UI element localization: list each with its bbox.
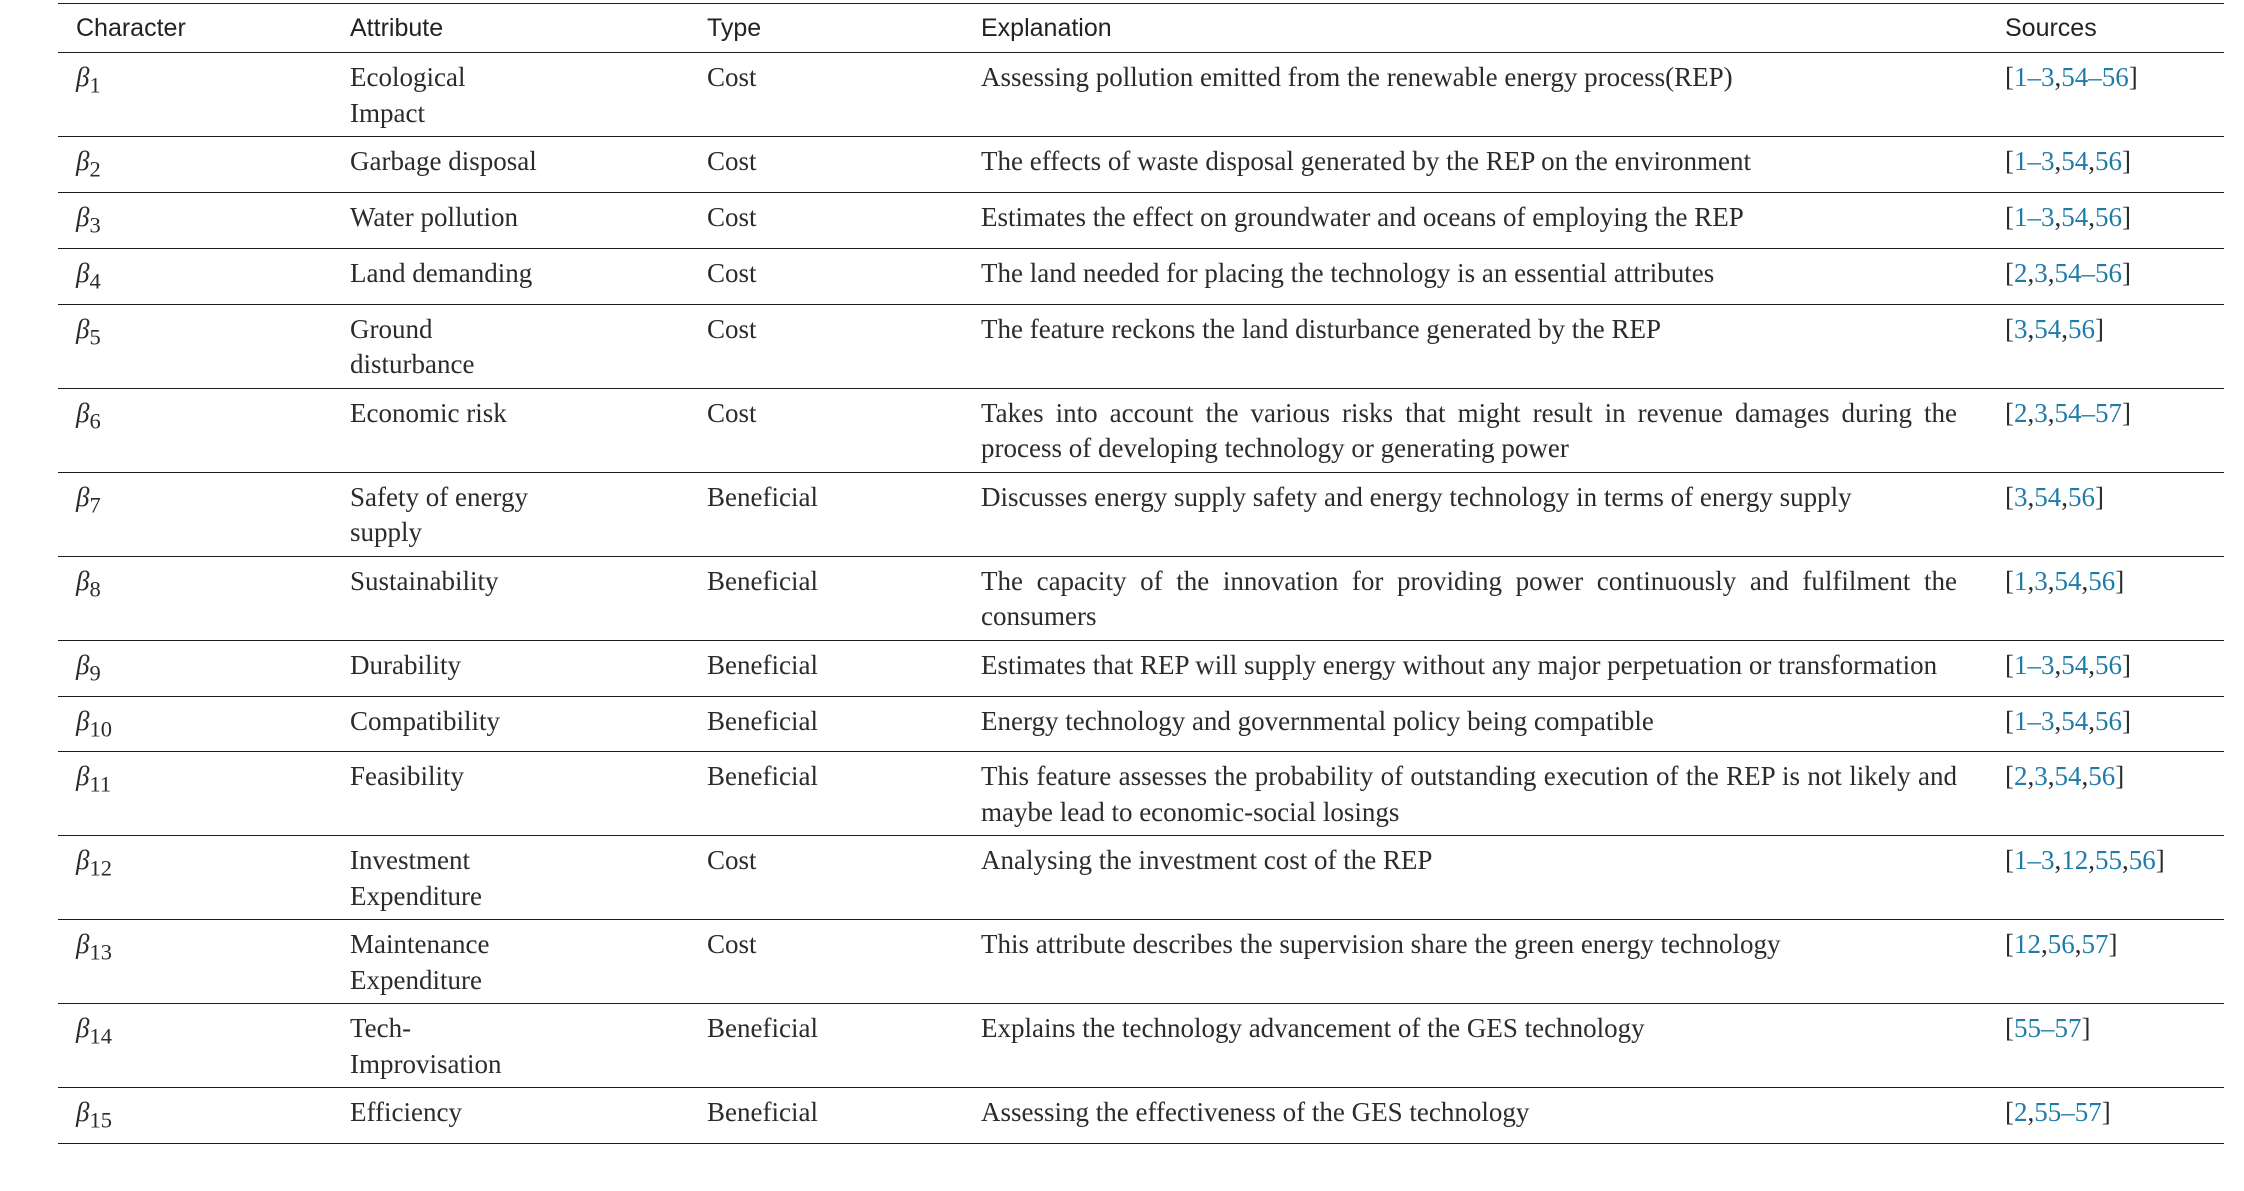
citation-link[interactable]: 54	[2054, 397, 2082, 428]
beta-symbol: β	[76, 146, 90, 176]
bracket-close: ]	[2095, 313, 2104, 344]
citation-separator: ,	[2054, 845, 2062, 876]
type-cell: Beneficial	[689, 556, 963, 640]
citation-link[interactable]: 3	[2041, 146, 2055, 176]
header-attribute: Attribute	[332, 4, 689, 53]
citation-separator: ,	[2027, 313, 2035, 344]
attribute-text: Ground disturbance	[350, 313, 475, 380]
table-row	[58, 192, 2224, 248]
type-cell: Cost	[689, 388, 963, 472]
sources-cell	[1987, 388, 2224, 472]
character-cell	[58, 696, 332, 752]
bracket-open: [	[2005, 845, 2014, 876]
beta-subscript: 4	[89, 268, 101, 294]
explanation-cell: The feature reckons the land disturbance generated by the REP	[963, 304, 1987, 388]
citation-link[interactable]: 54	[2061, 146, 2089, 176]
attribute-text: Investment Expenditure	[350, 845, 482, 911]
character-cell	[58, 388, 332, 472]
citation-link[interactable]: 3	[2034, 397, 2048, 428]
attribute-cell	[332, 388, 689, 472]
citation-separator: ,	[2027, 761, 2035, 792]
citation-separator: –	[2081, 397, 2095, 428]
citation-separator: ,	[2027, 257, 2035, 288]
table-body	[58, 53, 2224, 1144]
bracket-open: [	[2005, 62, 2014, 92]
attribute-text: Sustainability	[350, 565, 499, 596]
citation-link[interactable]: 12	[2014, 929, 2041, 960]
bracket-open: [	[2005, 649, 2014, 680]
citation-link[interactable]: 1	[2014, 649, 2028, 680]
attribute-cell	[332, 53, 689, 137]
beta-subscript: 11	[89, 771, 112, 797]
citation-link[interactable]: 3	[2014, 313, 2028, 344]
attribute-text: Durability	[350, 649, 461, 680]
citation-separator: ,	[2041, 929, 2048, 960]
explanation-cell: Analysing the investment cost of the REP	[963, 836, 1987, 920]
sources-cell	[1987, 1004, 2224, 1088]
beta-subscript: 5	[89, 324, 101, 350]
citation-link[interactable]: 57	[2074, 1097, 2102, 1128]
bracket-close: ]	[2122, 649, 2131, 680]
explanation-cell: Assessing pollution emitted from the renewable energy process(REP)	[963, 53, 1987, 137]
attribute-text: Tech-Improvisation	[350, 1013, 502, 1079]
citation-link[interactable]: 1	[2014, 845, 2028, 876]
bracket-open: [	[2005, 257, 2014, 288]
attribute-text: Land demanding	[350, 257, 533, 288]
citation-separator: ,	[2122, 845, 2129, 876]
bracket-open: [	[2005, 1097, 2014, 1128]
citation-link[interactable]: 1	[2014, 705, 2028, 736]
citation-separator: –	[2027, 649, 2041, 680]
citation-link[interactable]: 54	[2061, 201, 2089, 232]
citation-link[interactable]: 1	[2014, 146, 2028, 176]
citation-separator: ,	[2027, 481, 2035, 512]
table-row	[58, 640, 2224, 696]
table-row	[58, 836, 2224, 920]
attributes-table	[58, 3, 2224, 1144]
character-cell	[58, 192, 332, 248]
type-cell: Cost	[689, 304, 963, 388]
citation-link[interactable]: 57	[2081, 929, 2109, 960]
bracket-open: [	[2005, 201, 2014, 232]
citation-link[interactable]: 1	[2014, 201, 2028, 232]
table-row	[58, 752, 2224, 836]
bracket-open: [	[2005, 313, 2014, 344]
type-cell: Cost	[689, 248, 963, 304]
beta-symbol: β	[76, 62, 90, 92]
citation-link[interactable]: 54	[2061, 705, 2089, 736]
character-cell	[58, 137, 332, 193]
bracket-open: [	[2005, 397, 2014, 428]
bracket-close: ]	[2128, 62, 2138, 92]
explanation-cell: The land needed for placing the technology is an essential attributes	[963, 248, 1987, 304]
citation-link[interactable]: 55	[2095, 845, 2122, 876]
citation-separator: ,	[2074, 929, 2082, 960]
bracket-close: ]	[2108, 929, 2118, 960]
citation-separator: –	[2041, 1013, 2055, 1044]
attribute-cell	[332, 137, 689, 193]
attribute-text: Feasibility	[350, 761, 464, 792]
explanation-cell: Energy technology and governmental policy being compatible	[963, 696, 1987, 752]
character-cell	[58, 752, 332, 836]
character-cell	[58, 472, 332, 556]
citation-link[interactable]: 54	[2054, 565, 2082, 596]
sources-cell	[1987, 192, 2224, 248]
citation-link[interactable]: 54	[2061, 649, 2089, 680]
beta-symbol: β	[76, 397, 90, 428]
beta-subscript: 10	[89, 715, 112, 741]
beta-subscript: 1	[89, 72, 101, 98]
citation-link[interactable]: 56	[2095, 146, 2122, 176]
citation-link[interactable]: 2	[2014, 257, 2028, 288]
beta-symbol: β	[76, 257, 90, 288]
type-cell: Beneficial	[689, 640, 963, 696]
table-row	[58, 388, 2224, 472]
explanation-cell: Discusses energy supply safety and energy technology in terms of energy supply	[963, 472, 1987, 556]
citation-link[interactable]: 2	[2014, 761, 2028, 792]
citation-link[interactable]: 56	[2068, 481, 2095, 512]
sources-cell	[1987, 137, 2224, 193]
table-row	[58, 472, 2224, 556]
attribute-cell	[332, 192, 689, 248]
type-cell: Beneficial	[689, 1088, 963, 1144]
beta-subscript: 7	[89, 492, 101, 518]
sources-cell	[1987, 53, 2224, 137]
citation-separator: ,	[2088, 146, 2095, 176]
citation-separator: ,	[2054, 62, 2062, 92]
sources-cell	[1987, 752, 2224, 836]
citation-separator: –	[2088, 62, 2102, 92]
header-row	[58, 4, 2224, 53]
beta-subscript: 6	[89, 408, 101, 434]
table-header	[58, 4, 2224, 53]
beta-subscript: 13	[89, 939, 112, 965]
type-cell: Beneficial	[689, 472, 963, 556]
citation-separator: –	[2081, 257, 2095, 288]
attribute-text: Safety of energy supply	[350, 481, 528, 548]
attribute-cell	[332, 304, 689, 388]
explanation-cell: The effects of waste disposal generated by the REP on the environment	[963, 137, 1987, 193]
table-row	[58, 1088, 2224, 1144]
citation-link[interactable]: 56	[2047, 929, 2075, 960]
attribute-text: Maintenance Expenditure	[350, 929, 490, 995]
citation-separator: ,	[2047, 565, 2055, 596]
citation-separator: –	[2027, 845, 2041, 876]
citation-link[interactable]: 3	[2041, 705, 2055, 736]
citation-link[interactable]: 54	[2054, 761, 2082, 792]
citation-separator: ,	[2047, 397, 2055, 428]
sources-cell	[1987, 248, 2224, 304]
character-cell	[58, 556, 332, 640]
beta-subscript: 3	[89, 212, 101, 238]
citation-link[interactable]: 2	[2014, 1097, 2028, 1128]
explanation-cell: Assessing the effectiveness of the GES technology	[963, 1088, 1987, 1144]
bracket-close: ]	[2115, 565, 2125, 596]
type-cell: Beneficial	[689, 696, 963, 752]
beta-subscript: 15	[89, 1107, 112, 1133]
attribute-text: Garbage disposal	[350, 146, 537, 176]
bracket-open: [	[2005, 481, 2014, 512]
citation-separator: ,	[2081, 565, 2089, 596]
citation-separator: –	[2027, 62, 2041, 92]
citation-link[interactable]: 3	[2041, 62, 2055, 92]
citation-link[interactable]: 56	[2095, 705, 2122, 736]
type-cell: Cost	[689, 53, 963, 137]
sources-cell	[1987, 920, 2224, 1004]
beta-subscript: 2	[89, 156, 101, 182]
citation-link[interactable]: 57	[2054, 1013, 2082, 1044]
citation-link[interactable]: 54	[2034, 313, 2062, 344]
bracket-close: ]	[2101, 1097, 2111, 1128]
type-cell: Beneficial	[689, 1004, 963, 1088]
attribute-cell	[332, 640, 689, 696]
attribute-cell	[332, 920, 689, 1004]
citation-link[interactable]: 3	[2041, 649, 2055, 680]
citation-separator: ,	[2088, 201, 2095, 232]
bracket-close: ]	[2081, 1013, 2091, 1044]
beta-symbol: β	[76, 649, 90, 680]
explanation-cell: The capacity of the innovation for providing power continuously and fulfilment the consumers	[963, 556, 1987, 640]
table-row	[58, 137, 2224, 193]
attribute-text: Ecological Impact	[350, 62, 466, 128]
character-cell	[58, 1004, 332, 1088]
citation-link[interactable]: 3	[2034, 761, 2048, 792]
beta-symbol: β	[76, 313, 90, 344]
citation-link[interactable]: 55	[2034, 1097, 2062, 1128]
table-row	[58, 304, 2224, 388]
character-cell	[58, 836, 332, 920]
beta-symbol: β	[76, 761, 90, 792]
attributes-table-container	[58, 3, 2224, 1144]
table-row	[58, 53, 2224, 137]
sources-cell	[1987, 696, 2224, 752]
citation-link[interactable]: 3	[2014, 481, 2028, 512]
beta-subscript: 9	[89, 660, 101, 686]
attribute-cell	[332, 696, 689, 752]
attribute-cell	[332, 248, 689, 304]
beta-subscript: 8	[89, 576, 101, 602]
beta-symbol: β	[76, 1097, 90, 1128]
table-row	[58, 920, 2224, 1004]
citation-link[interactable]: 56	[2101, 62, 2129, 92]
character-cell	[58, 248, 332, 304]
citation-separator: –	[2027, 146, 2041, 176]
sources-cell	[1987, 836, 2224, 920]
citation-separator: ,	[2047, 257, 2055, 288]
type-cell: Cost	[689, 920, 963, 1004]
citation-link[interactable]: 3	[2041, 845, 2055, 876]
attribute-text: Economic risk	[350, 397, 507, 428]
citation-separator: ,	[2088, 705, 2095, 736]
character-cell	[58, 920, 332, 1004]
citation-link[interactable]: 12	[2061, 845, 2089, 876]
citation-separator: ,	[2088, 845, 2095, 876]
bracket-open: [	[2005, 705, 2014, 736]
character-cell	[58, 1088, 332, 1144]
attribute-cell	[332, 752, 689, 836]
explanation-cell: Estimates the effect on groundwater and oceans of employing the REP	[963, 192, 1987, 248]
explanation-cell: Estimates that REP will supply energy without any major perpetuation or transformation	[963, 640, 1987, 696]
beta-symbol: β	[76, 201, 90, 232]
beta-symbol: β	[76, 929, 90, 960]
explanation-cell: This feature assesses the probability of outstanding execution of the REP is not likely and maybe lead to economic-social losings	[963, 752, 1987, 836]
explanation-cell: Takes into account the various risks that might result in revenue damages during the process of developing technology or generating power	[963, 388, 1987, 472]
citation-link[interactable]: 54	[2034, 481, 2062, 512]
citation-link[interactable]: 2	[2014, 397, 2028, 428]
explanation-cell: This attribute describes the supervision share the green energy technology	[963, 920, 1987, 1004]
citation-separator: ,	[2027, 1097, 2035, 1128]
header-sources: Sources	[1987, 4, 2224, 53]
citation-separator: ,	[2027, 397, 2035, 428]
citation-link[interactable]: 56	[2068, 313, 2095, 344]
explanation-cell: Explains the technology advancement of the GES technology	[963, 1004, 1987, 1088]
attribute-cell	[332, 1088, 689, 1144]
bracket-close: ]	[2122, 705, 2131, 736]
bracket-open: [	[2005, 565, 2014, 596]
citation-separator: ,	[2054, 649, 2062, 680]
citation-link[interactable]: 55	[2014, 1013, 2041, 1044]
bracket-open: [	[2005, 761, 2014, 792]
sources-cell	[1987, 1088, 2224, 1144]
citation-separator: –	[2027, 201, 2041, 232]
sources-cell	[1987, 556, 2224, 640]
citation-link[interactable]: 1	[2014, 62, 2028, 92]
citation-separator: –	[2027, 705, 2041, 736]
beta-subscript: 12	[89, 855, 112, 881]
citation-separator: ,	[2027, 565, 2035, 596]
citation-separator: ,	[2061, 481, 2068, 512]
attribute-cell	[332, 472, 689, 556]
bracket-open: [	[2005, 146, 2014, 176]
citation-link[interactable]: 3	[2034, 257, 2048, 288]
beta-symbol: β	[76, 705, 90, 736]
sources-cell	[1987, 304, 2224, 388]
bracket-close: ]	[2115, 761, 2125, 792]
character-cell	[58, 53, 332, 137]
sources-cell	[1987, 640, 2224, 696]
citation-separator: ,	[2088, 649, 2095, 680]
bracket-close: ]	[2122, 146, 2131, 176]
citation-link[interactable]: 54	[2054, 257, 2082, 288]
citation-link[interactable]: 56	[2095, 201, 2122, 232]
citation-link[interactable]: 1	[2014, 565, 2028, 596]
attribute-cell	[332, 1004, 689, 1088]
character-cell	[58, 304, 332, 388]
bracket-close: ]	[2122, 201, 2131, 232]
type-cell: Cost	[689, 137, 963, 193]
table-row	[58, 248, 2224, 304]
beta-symbol: β	[76, 565, 90, 596]
bracket-open: [	[2005, 929, 2014, 960]
beta-symbol: β	[76, 481, 90, 512]
attribute-cell	[332, 836, 689, 920]
bracket-close: ]	[2155, 845, 2165, 876]
table-row	[58, 696, 2224, 752]
type-cell: Cost	[689, 192, 963, 248]
bracket-close: ]	[2122, 257, 2131, 288]
bracket-close: ]	[2095, 481, 2104, 512]
header-type: Type	[689, 4, 963, 53]
bracket-close: ]	[2122, 397, 2131, 428]
citation-link[interactable]: 3	[2041, 201, 2055, 232]
sources-cell	[1987, 472, 2224, 556]
citation-link[interactable]: 56	[2095, 257, 2122, 288]
type-cell: Beneficial	[689, 752, 963, 836]
citation-separator: ,	[2061, 313, 2068, 344]
attribute-cell	[332, 556, 689, 640]
citation-link[interactable]: 56	[2088, 565, 2116, 596]
citation-separator: ,	[2054, 201, 2062, 232]
attribute-text: Efficiency	[350, 1097, 462, 1128]
beta-symbol: β	[76, 845, 90, 876]
header-explanation: Explanation	[963, 4, 1987, 53]
citation-separator: ,	[2047, 761, 2055, 792]
character-cell	[58, 640, 332, 696]
type-cell: Cost	[689, 836, 963, 920]
beta-subscript: 14	[89, 1023, 112, 1049]
attribute-text: Water pollution	[350, 201, 519, 232]
citation-link[interactable]: 56	[2128, 845, 2156, 876]
citation-link[interactable]: 56	[2095, 649, 2122, 680]
citation-link[interactable]: 56	[2088, 761, 2116, 792]
citation-separator: ,	[2081, 761, 2089, 792]
beta-symbol: β	[76, 1013, 90, 1044]
table-row	[58, 1004, 2224, 1088]
table-row	[58, 556, 2224, 640]
citation-link[interactable]: 54	[2061, 62, 2089, 92]
citation-link[interactable]: 57	[2095, 397, 2122, 428]
attribute-text: Compatibility	[350, 705, 501, 736]
citation-link[interactable]: 3	[2034, 565, 2048, 596]
citation-separator: ,	[2054, 705, 2062, 736]
header-character: Character	[58, 4, 332, 53]
bracket-open: [	[2005, 1013, 2014, 1044]
citation-separator: ,	[2054, 146, 2062, 176]
citation-separator: –	[2061, 1097, 2075, 1128]
